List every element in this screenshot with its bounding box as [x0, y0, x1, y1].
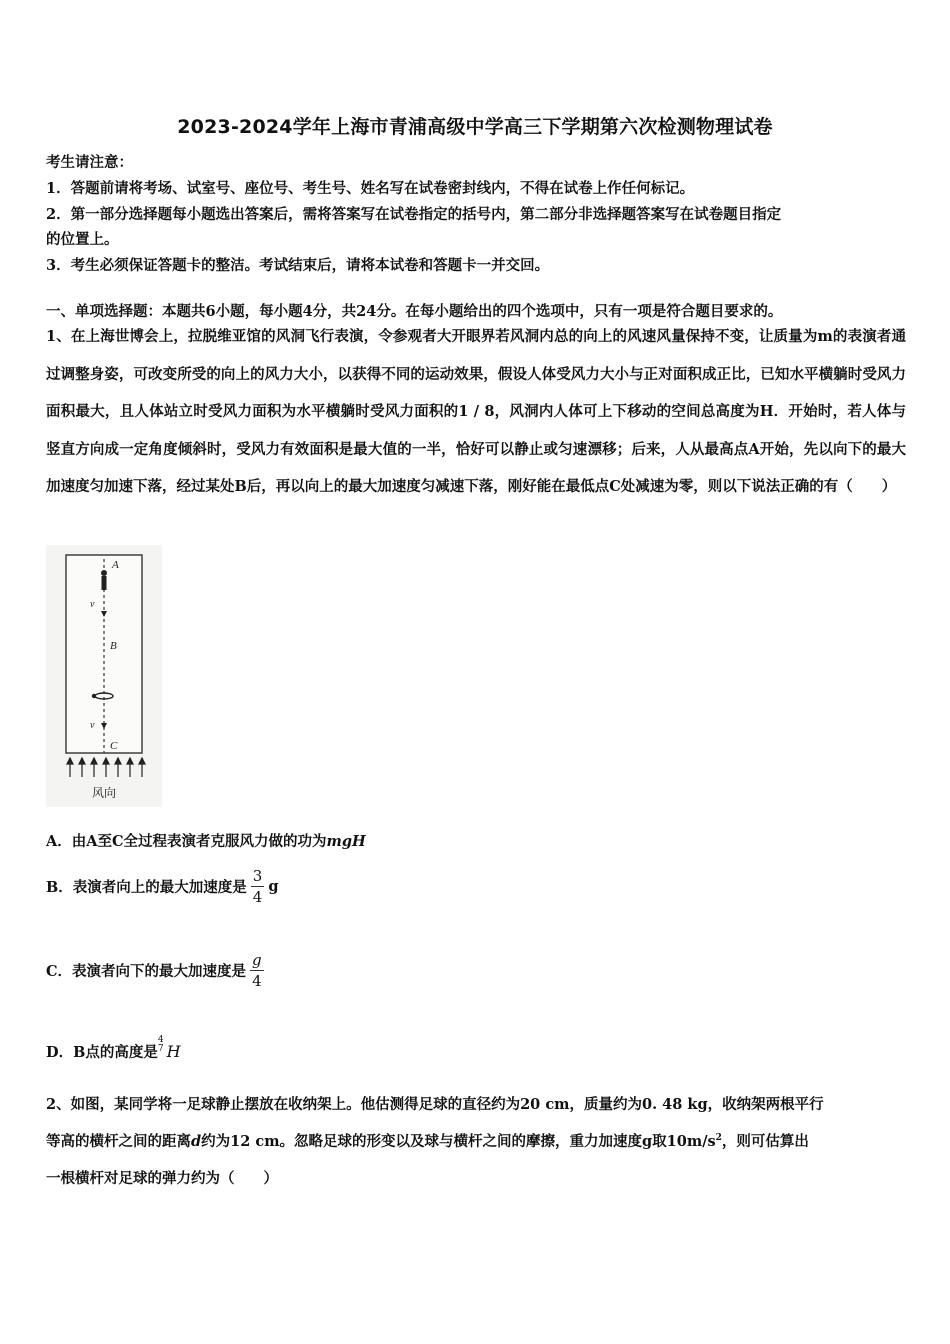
option-a-text: A．由A至C全过程表演者克服风力做的功为: [46, 833, 327, 850]
figure-caption: 风向: [91, 786, 117, 800]
label-v-top: v: [90, 599, 95, 610]
label-c: C: [110, 740, 118, 752]
option-d-text: D．B点的高度是: [46, 1043, 158, 1061]
question-2-line-1: 2、如图，某同学将一足球静止摆放在收纳架上。他估测得足球的直径约为20 cm，质量约为0. 48 kg，收纳架两根平行: [46, 1096, 824, 1113]
option-a: [46, 830, 366, 851]
notice-item-3: 3．考生必须保证答题卡的整洁。考试结束后，请将本试卷和答题卡一并交回。: [46, 257, 550, 274]
option-b: [46, 866, 278, 907]
question-1-stem: 1、在上海世博会上，拉脱维亚馆的风洞飞行表演，令参观者大开眼界若风洞内总的向上的风速风量保持不变，让质量为m的表演者通过调整身姿，可改变所受的向上的风力大小，以获得不同的运动效果，假设人体受风力大小与正对面积成正比，已知水平横躺时受风力面积最大，且人体站立时受风力面积为水平横躺时受风力面积的1 / 8，风洞内人体可上下移动的空间总高度为H．开始时，若人体与竖直方向成一定角度倾斜时，受风力有效面积是最大值的一半，恰好可以静止或匀速漂移；后来，人从最高点A开始，先以向下的最大加速度匀加速下落，经过某处B后，再以向上的最大加速度匀减速下落，刚好能在最低点C处减速为零，则以下说法正确的有（ ）: [46, 328, 906, 495]
page-title: 2023-2024学年上海市青浦高级中学高三下学期第六次检测物理试卷: [177, 116, 773, 138]
label-a: A: [112, 559, 119, 571]
label-v-bottom: v: [90, 720, 95, 731]
notice-item-2: 2．第一部分选择题每小题选出答案后，需将答案写在试卷指定的括号内，第二部分非选择题答案写在试卷题目指定: [46, 206, 782, 223]
option-c-text: C．表演者向下的最大加速度是: [46, 963, 247, 980]
option-b-fraction: $\frac{3}{4}$: [252, 867, 263, 906]
option-c: [46, 950, 268, 991]
notice-item-2-cont: 的位置上。: [46, 231, 119, 248]
option-d-fraction: 4 7: [157, 1035, 164, 1054]
wind-tunnel-figure: [46, 545, 162, 807]
question-2-line-3: 一根横杆对足球的弹力约为（ ）: [46, 1170, 278, 1187]
label-b: B: [110, 640, 117, 652]
section-heading: 一、单项选择题：本题共6小题，每小题4分，共24分。在每小题给出的四个选项中，只有一项是符合题目要求的。: [46, 303, 783, 320]
option-b-text: B．表演者向上的最大加速度是: [46, 879, 247, 896]
notice-item-1: 1．答题前请将考场、试室号、座位号、考生号、姓名写在试卷密封线内，不得在试卷上作任何标记。: [46, 180, 695, 197]
option-a-math: mgH: [326, 833, 366, 850]
performer-top-icon: [101, 570, 107, 590]
option-c-fraction: $\frac{g}{4}$: [252, 951, 262, 990]
option-b-unit: g: [268, 878, 279, 895]
option-d: [46, 1036, 181, 1062]
option-d-var: H: [166, 1041, 181, 1061]
question-2-line-2: 等高的横杆之间的距离d约为12 cm。忽略足球的形变以及球与横杆之间的摩擦，重力加速度g取$10m/s^2$，则可估算出: [46, 1133, 809, 1150]
notice-heading: 考生请注意：: [46, 154, 133, 171]
